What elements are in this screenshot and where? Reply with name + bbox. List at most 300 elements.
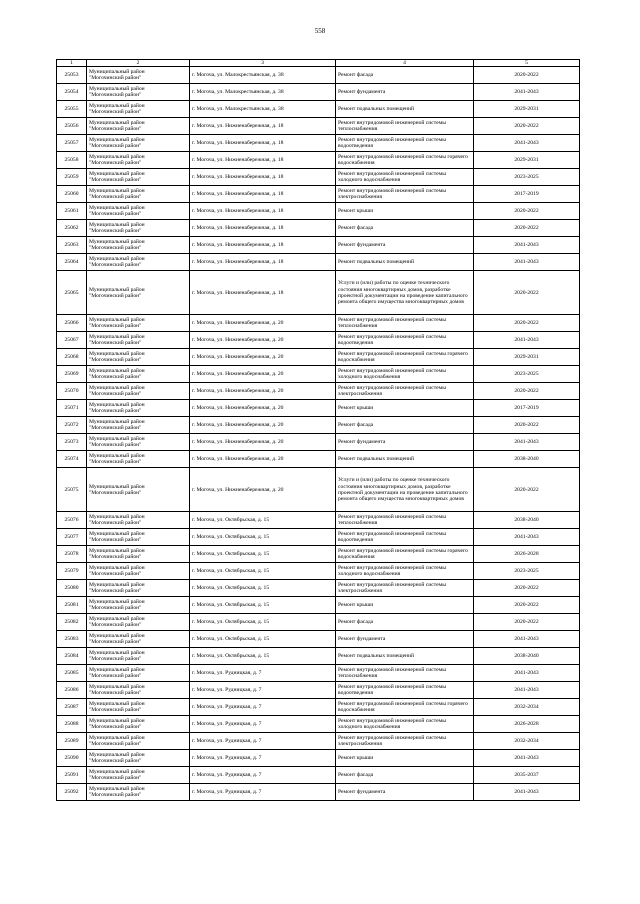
district-line-2: "Могочинский район" (89, 792, 142, 799)
work-type-cell: Ремонт крыши (336, 750, 474, 767)
work-type-cell: Ремонт внутридомовой инженерной системы теплоснабжения (336, 118, 474, 135)
address-cell: г. Могоча, ул. Рудницкая, д. 7 (190, 716, 336, 733)
district-line-2: "Могочинский район" (89, 442, 142, 449)
district-line-2: "Могочинский район" (89, 245, 142, 252)
district-line-1: Муниципальный район (89, 616, 145, 622)
period-cell: 2041-2043 (474, 750, 580, 767)
row-number-cell: 25080 (57, 580, 87, 597)
district-line-2: "Могочинский район" (89, 758, 142, 765)
district-line-2: "Могочинский район" (89, 707, 142, 714)
district-line-1: Муниципальный район (89, 582, 145, 588)
address-cell: г. Могоча, ул. Октябрьская, д. 15 (190, 631, 336, 648)
address-cell: г. Могоча, ул. Нижненабережная, д. 20 (190, 383, 336, 400)
period-cell: 2032-2034 (474, 699, 580, 716)
column-number: 1 (57, 60, 87, 67)
address-cell: г. Могоча, ул. Октябрьская, д. 15 (190, 648, 336, 665)
work-type-cell: Ремонт фасада (336, 417, 474, 434)
district-line-2: "Могочинский район" (89, 520, 142, 527)
table-row (57, 434, 580, 451)
district-line-1: Муниципальный район (89, 599, 145, 605)
work-type-cell: Ремонт внутридомовой инженерной системы горячего водоснабжения (336, 349, 474, 366)
district-line-2: "Могочинский район" (89, 340, 142, 347)
period-cell: 2020-2022 (474, 383, 580, 400)
row-number-cell: 25089 (57, 733, 87, 750)
work-type-cell: Ремонт внутридомовой инженерной системы водоотведения (336, 529, 474, 546)
district-cell (87, 400, 190, 417)
district-line-2: "Могочинский район" (89, 605, 142, 612)
district-line-1: Муниципальный район (89, 548, 145, 554)
table-row (57, 546, 580, 563)
district-line-2: "Могочинский район" (89, 554, 142, 561)
address-cell: г. Могоча, ул. Нижненабережная, д. 20 (190, 315, 336, 332)
address-cell: г. Могоча, ул. Нижненабережная, д. 20 (190, 366, 336, 383)
address-cell: г. Могоча, ул. Октябрьская, д. 15 (190, 546, 336, 563)
work-type-cell: Услуги и (или) работы по оценке технического состояния многоквартирных домов, разработке проектной документации на проведение капитального ремонта общего имущества многоквартирных домов (336, 271, 474, 315)
address-cell: г. Могоча, ул. Нижненабережная, д. 18 (190, 169, 336, 186)
period-cell: 2038-2040 (474, 648, 580, 665)
address-cell: г. Могоча, ул. Рудницкая, д. 7 (190, 750, 336, 767)
table-row (57, 383, 580, 400)
table-row (57, 512, 580, 529)
address-cell: г. Могоча, ул. Нижненабережная, д. 20 (190, 434, 336, 451)
row-number-cell: 25054 (57, 84, 87, 101)
period-cell: 2020-2022 (474, 67, 580, 84)
district-cell (87, 315, 190, 332)
work-type-cell: Ремонт фундамента (336, 784, 474, 801)
period-cell: 2020-2022 (474, 614, 580, 631)
work-type-cell: Ремонт крыши (336, 597, 474, 614)
work-type-cell: Ремонт фасада (336, 614, 474, 631)
address-cell: г. Могоча, ул. Октябрьская, д. 15 (190, 563, 336, 580)
period-cell: 2041-2043 (474, 332, 580, 349)
address-cell: г. Могоча, ул. Нижненабережная, д. 18 (190, 118, 336, 135)
period-cell: 2026-2028 (474, 546, 580, 563)
district-cell (87, 631, 190, 648)
district-line-2: "Могочинский район" (89, 690, 142, 697)
district-line-1: Муниципальный район (89, 205, 145, 211)
row-number-cell: 25057 (57, 135, 87, 152)
district-cell (87, 529, 190, 546)
district-line-2: "Могочинский район" (89, 489, 142, 496)
work-type-cell: Ремонт фундамента (336, 434, 474, 451)
district-cell (87, 349, 190, 366)
row-number-cell: 25068 (57, 349, 87, 366)
district-line-2: "Могочинский район" (89, 143, 142, 150)
work-type-cell: Ремонт подвальных помещений (336, 451, 474, 468)
work-type-cell: Ремонт внутридомовой инженерной системы теплоснабжения (336, 315, 474, 332)
row-number-cell: 25070 (57, 383, 87, 400)
work-type-cell: Ремонт внутридомовой инженерной системы холодного водоснабжения (336, 366, 474, 383)
district-cell (87, 665, 190, 682)
table-row (57, 332, 580, 349)
district-line-1: Муниципальный район (89, 351, 145, 357)
table-row (57, 597, 580, 614)
district-line-2: "Могочинский район" (89, 408, 142, 415)
district-line-2: "Могочинский район" (89, 109, 142, 116)
address-cell: г. Могоча, ул. Рудницкая, д. 7 (190, 784, 336, 801)
column-number: 3 (190, 60, 336, 67)
period-cell: 2041-2043 (474, 254, 580, 271)
work-type-cell: Ремонт внутридомовой инженерной системы горячего водоснабжения (336, 699, 474, 716)
district-line-1: Муниципальный район (89, 650, 145, 656)
table-row (57, 451, 580, 468)
row-number-cell: 25056 (57, 118, 87, 135)
work-type-cell: Ремонт крыши (336, 203, 474, 220)
district-line-1: Муниципальный район (89, 633, 145, 639)
district-line-1: Муниципальный район (89, 701, 145, 707)
address-cell: г. Могоча, ул. Нижненабережная, д. 18 (190, 271, 336, 315)
row-number-cell: 25064 (57, 254, 87, 271)
district-line-1: Муниципальный район (89, 368, 145, 374)
district-line-1: Муниципальный район (89, 453, 145, 459)
district-cell (87, 451, 190, 468)
district-line-2: "Могочинский район" (89, 292, 142, 299)
address-cell: г. Могоча, ул. Нижненабережная, д. 18 (190, 203, 336, 220)
district-cell (87, 580, 190, 597)
district-cell (87, 152, 190, 169)
district-line-1: Муниципальный район (89, 286, 145, 293)
district-cell (87, 733, 190, 750)
table-row (57, 733, 580, 750)
table-row (57, 203, 580, 220)
district-cell (87, 563, 190, 580)
table-row (57, 468, 580, 512)
district-cell (87, 332, 190, 349)
row-number-cell: 25073 (57, 434, 87, 451)
address-cell: г. Могоча, ул. Нижненабережная, д. 18 (190, 237, 336, 254)
period-cell: 2017-2019 (474, 400, 580, 417)
period-cell: 2020-2022 (474, 417, 580, 434)
district-line-1: Муниципальный район (89, 154, 145, 160)
row-number-cell: 25060 (57, 186, 87, 203)
district-cell (87, 648, 190, 665)
table-row (57, 152, 580, 169)
period-cell: 2020-2022 (474, 220, 580, 237)
period-cell: 2041-2043 (474, 84, 580, 101)
district-line-1: Муниципальный район (89, 735, 145, 741)
table-row (57, 614, 580, 631)
row-number-cell: 25076 (57, 512, 87, 529)
row-number-cell: 25063 (57, 237, 87, 254)
district-line-2: "Могочинский район" (89, 459, 142, 466)
work-type-cell: Ремонт подвальных помещений (336, 254, 474, 271)
work-type-cell: Ремонт фасада (336, 67, 474, 84)
period-cell: 2041-2043 (474, 237, 580, 254)
row-number-cell: 25075 (57, 468, 87, 512)
table-row (57, 665, 580, 682)
district-line-1: Муниципальный район (89, 239, 145, 245)
district-line-1: Муниципальный район (89, 684, 145, 690)
address-cell: г. Могоча, ул. Рудницкая, д. 7 (190, 699, 336, 716)
row-number-cell: 25090 (57, 750, 87, 767)
district-line-2: "Могочинский район" (89, 374, 142, 381)
address-cell: г. Могоча, ул. Рудницкая, д. 7 (190, 665, 336, 682)
district-cell (87, 84, 190, 101)
period-cell: 2029-2031 (474, 152, 580, 169)
district-line-1: Муниципальный район (89, 531, 145, 537)
work-type-cell: Ремонт крыши (336, 400, 474, 417)
district-line-1: Муниципальный район (89, 514, 145, 520)
period-cell: 2029-2031 (474, 349, 580, 366)
row-number-cell: 25078 (57, 546, 87, 563)
district-cell (87, 546, 190, 563)
table-row (57, 631, 580, 648)
district-line-1: Муниципальный район (89, 402, 145, 408)
period-cell: 2020-2022 (474, 580, 580, 597)
period-cell: 2032-2034 (474, 733, 580, 750)
row-number-cell: 25077 (57, 529, 87, 546)
period-cell: 2020-2022 (474, 203, 580, 220)
row-number-cell: 25079 (57, 563, 87, 580)
address-cell: г. Могоча, ул. Нижненабережная, д. 20 (190, 451, 336, 468)
district-line-2: "Могочинский район" (89, 177, 142, 184)
work-type-cell: Услуги и (или) работы по оценке технического состояния многоквартирных домов, разработке проектной документации на проведение капитального ремонта общего имущества многоквартирных домов (336, 468, 474, 512)
work-type-cell: Ремонт фасада (336, 220, 474, 237)
table-row (57, 315, 580, 332)
work-type-cell: Ремонт фундамента (336, 631, 474, 648)
district-line-2: "Могочинский район" (89, 126, 142, 133)
work-type-cell: Ремонт подвальных помещений (336, 648, 474, 665)
table-row (57, 118, 580, 135)
address-cell: г. Могоча, ул. Октябрьская, д. 15 (190, 597, 336, 614)
district-line-1: Муниципальный район (89, 752, 145, 758)
row-number-cell: 25081 (57, 597, 87, 614)
district-line-2: "Могочинский район" (89, 92, 142, 99)
period-cell: 2041-2043 (474, 665, 580, 682)
district-line-1: Муниципальный район (89, 120, 145, 126)
work-type-cell: Ремонт внутридомовой инженерной системы теплоснабжения (336, 512, 474, 529)
work-type-cell: Ремонт внутридомовой инженерной системы водоотведения (336, 332, 474, 349)
column-number: 5 (474, 60, 580, 67)
address-cell: г. Могоча, ул. Нижненабережная, д. 18 (190, 254, 336, 271)
table-row (57, 67, 580, 84)
work-type-cell: Ремонт фундамента (336, 84, 474, 101)
address-cell: г. Могоча, ул. Нижненабережная, д. 20 (190, 417, 336, 434)
district-line-1: Муниципальный район (89, 137, 145, 143)
row-number-cell: 25059 (57, 169, 87, 186)
table-row (57, 135, 580, 152)
page-number: 558 (314, 27, 326, 35)
district-line-1: Муниципальный район (89, 786, 145, 792)
district-line-2: "Могочинский район" (89, 724, 142, 731)
row-number-cell: 25066 (57, 315, 87, 332)
period-cell: 2041-2043 (474, 529, 580, 546)
period-cell: 2035-2037 (474, 767, 580, 784)
row-number-cell: 25084 (57, 648, 87, 665)
work-type-cell: Ремонт внутридомовой инженерной системы водоотведения (336, 135, 474, 152)
work-type-cell: Ремонт внутридомовой инженерной системы водоотведения (336, 682, 474, 699)
address-cell: г. Могоча, ул. Октябрьская, д. 15 (190, 614, 336, 631)
work-type-cell: Ремонт подвальных помещений (336, 101, 474, 118)
table-row (57, 400, 580, 417)
table-row (57, 366, 580, 383)
address-cell: г. Могоча, ул. Нижненабережная, д. 18 (190, 135, 336, 152)
row-number-cell: 25086 (57, 682, 87, 699)
district-cell (87, 169, 190, 186)
district-line-2: "Могочинский район" (89, 160, 142, 167)
district-line-2: "Могочинский район" (89, 571, 142, 578)
district-line-2: "Могочинский район" (89, 228, 142, 235)
address-cell: г. Могоча, ул. Октябрьская, д. 15 (190, 580, 336, 597)
district-cell (87, 767, 190, 784)
column-number: 4 (336, 60, 474, 67)
row-number-cell: 25055 (57, 101, 87, 118)
work-type-cell: Ремонт фундамента (336, 237, 474, 254)
row-number-cell: 25085 (57, 665, 87, 682)
table-row (57, 563, 580, 580)
period-cell: 2026-2028 (474, 716, 580, 733)
row-number-cell: 25058 (57, 152, 87, 169)
district-line-2: "Могочинский район" (89, 673, 142, 680)
table-row (57, 237, 580, 254)
district-cell (87, 383, 190, 400)
district-line-2: "Могочинский район" (89, 323, 142, 330)
district-cell (87, 254, 190, 271)
district-cell (87, 237, 190, 254)
district-line-2: "Могочинский район" (89, 425, 142, 432)
table-row (57, 767, 580, 784)
district-line-1: Муниципальный район (89, 436, 145, 442)
address-cell: г. Могоча, ул. Рудницкая, д. 7 (190, 682, 336, 699)
work-type-cell: Ремонт внутридомовой инженерной системы электроснабжения (336, 186, 474, 203)
address-cell: г. Могоча, ул. Нижненабережная, д. 18 (190, 152, 336, 169)
district-line-1: Муниципальный район (89, 667, 145, 673)
table-row (57, 271, 580, 315)
row-number-cell: 25074 (57, 451, 87, 468)
work-type-cell: Ремонт внутридомовой инженерной системы холодного водоснабжения (336, 169, 474, 186)
table-row (57, 784, 580, 801)
table-row (57, 699, 580, 716)
district-line-2: "Могочинский район" (89, 741, 142, 748)
district-line-2: "Могочинский район" (89, 391, 142, 398)
district-line-2: "Могочинский район" (89, 357, 142, 364)
row-number-cell: 25067 (57, 332, 87, 349)
period-cell: 2041-2043 (474, 682, 580, 699)
table-row (57, 220, 580, 237)
work-type-cell: Ремонт внутридомовой инженерной системы холодного водоснабжения (336, 716, 474, 733)
district-line-2: "Могочинский район" (89, 656, 142, 663)
row-number-cell: 25083 (57, 631, 87, 648)
district-cell (87, 271, 190, 315)
work-type-cell: Ремонт внутридомовой инженерной системы теплоснабжения (336, 665, 474, 682)
district-line-1: Муниципальный район (89, 171, 145, 177)
work-type-cell: Ремонт фасада (336, 767, 474, 784)
table-row (57, 580, 580, 597)
district-line-2: "Могочинский район" (89, 622, 142, 629)
period-cell: 2023-2025 (474, 563, 580, 580)
district-cell (87, 186, 190, 203)
row-number-cell: 25065 (57, 271, 87, 315)
district-line-2: "Могочинский район" (89, 194, 142, 201)
address-cell: г. Могоча, ул. Октябрьская, д. 15 (190, 529, 336, 546)
address-cell: г. Могоча, ул. Малокрестьянская, д. 38 (190, 67, 336, 84)
period-cell: 2020-2022 (474, 468, 580, 512)
district-cell (87, 784, 190, 801)
district-line-1: Муниципальный район (89, 385, 145, 391)
address-cell: г. Могоча, ул. Нижненабережная, д. 20 (190, 349, 336, 366)
table-body (57, 60, 580, 801)
work-type-cell: Ремонт внутридомовой инженерной системы электроснабжения (336, 580, 474, 597)
period-cell: 2041-2043 (474, 434, 580, 451)
row-number-cell: 25069 (57, 366, 87, 383)
table-row (57, 254, 580, 271)
district-cell (87, 101, 190, 118)
district-cell (87, 203, 190, 220)
row-number-cell: 25082 (57, 614, 87, 631)
district-cell (87, 716, 190, 733)
address-cell: г. Могоча, ул. Малокрестьянская, д. 38 (190, 101, 336, 118)
district-cell (87, 434, 190, 451)
address-cell: г. Могоча, ул. Нижненабережная, д. 18 (190, 186, 336, 203)
period-cell: 2041-2043 (474, 784, 580, 801)
district-line-1: Муниципальный район (89, 86, 145, 92)
district-line-2: "Могочинский район" (89, 537, 142, 544)
period-cell: 2020-2022 (474, 597, 580, 614)
period-cell: 2020-2022 (474, 271, 580, 315)
address-cell: г. Могоча, ул. Рудницкая, д. 7 (190, 733, 336, 750)
table-row (57, 101, 580, 118)
period-cell: 2020-2022 (474, 118, 580, 135)
address-cell: г. Могоча, ул. Рудницкая, д. 7 (190, 767, 336, 784)
table-row (57, 716, 580, 733)
district-line-1: Муниципальный район (89, 718, 145, 724)
district-cell (87, 417, 190, 434)
district-line-1: Муниципальный район (89, 565, 145, 571)
table-row (57, 84, 580, 101)
period-cell: 2023-2025 (474, 366, 580, 383)
district-line-1: Муниципальный район (89, 256, 145, 262)
district-line-2: "Могочинский район" (89, 588, 142, 595)
district-line-2: "Могочинский район" (89, 211, 142, 218)
address-cell: г. Могоча, ул. Малокрестьянская, д. 38 (190, 84, 336, 101)
address-cell: г. Могоча, ул. Нижненабережная, д. 20 (190, 332, 336, 349)
period-cell: 2038-2040 (474, 512, 580, 529)
work-type-cell: Ремонт внутридомовой инженерной системы холодного водоснабжения (336, 563, 474, 580)
work-type-cell: Ремонт внутридомовой инженерной системы электроснабжения (336, 733, 474, 750)
district-line-1: Муниципальный район (89, 222, 145, 228)
row-number-cell: 25091 (57, 767, 87, 784)
district-cell (87, 366, 190, 383)
district-line-2: "Могочинский район" (89, 262, 142, 269)
row-number-cell: 25061 (57, 203, 87, 220)
district-line-2: "Могочинский район" (89, 75, 142, 82)
period-cell: 2041-2043 (474, 631, 580, 648)
district-cell (87, 682, 190, 699)
period-cell: 2017-2019 (474, 186, 580, 203)
district-cell (87, 750, 190, 767)
district-line-2: "Могочинский район" (89, 775, 142, 782)
column-number: 2 (87, 60, 190, 67)
district-line-1: Муниципальный район (89, 769, 145, 775)
table-row (57, 417, 580, 434)
row-number-cell: 25092 (57, 784, 87, 801)
address-cell: г. Могоча, ул. Октябрьская, д. 15 (190, 512, 336, 529)
district-cell (87, 118, 190, 135)
district-line-1: Муниципальный район (89, 317, 145, 323)
row-number-cell: 25071 (57, 400, 87, 417)
period-cell: 2029-2031 (474, 101, 580, 118)
table-row (57, 648, 580, 665)
work-type-cell: Ремонт внутридомовой инженерной системы горячего водоснабжения (336, 546, 474, 563)
district-line-1: Муниципальный район (89, 483, 145, 490)
district-line-2: "Могочинский район" (89, 639, 142, 646)
table-row (57, 349, 580, 366)
work-type-cell: Ремонт внутридомовой инженерной системы электроснабжения (336, 383, 474, 400)
district-line-1: Муниципальный район (89, 188, 145, 194)
district-line-1: Муниципальный район (89, 103, 145, 109)
district-line-1: Муниципальный район (89, 419, 145, 425)
district-cell (87, 597, 190, 614)
